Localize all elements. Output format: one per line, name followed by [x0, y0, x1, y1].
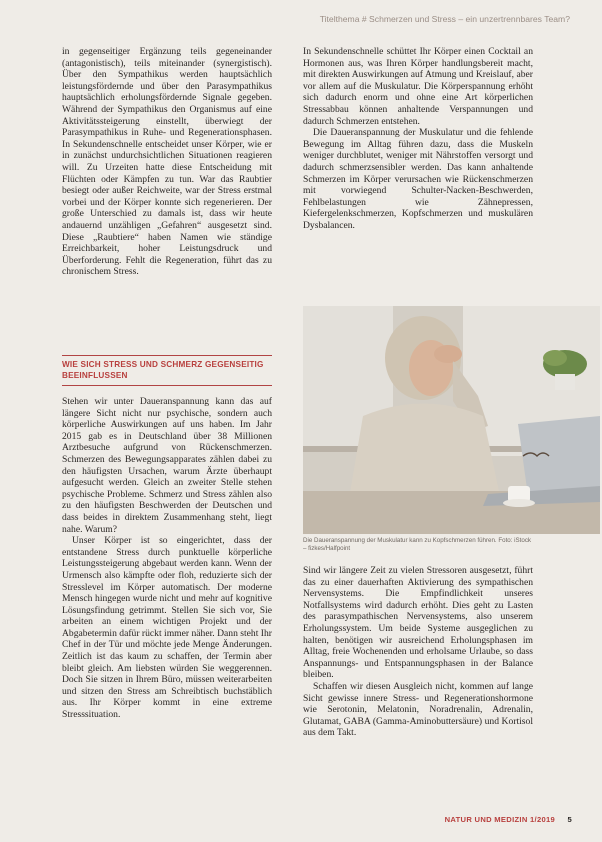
right-column-bottom — [303, 565, 533, 815]
paragraph: in gegenseitiger Ergänzung teils gegeneinander (antagonistisch), teils miteinander (synergistisch). Über den Sympathikus werden hauptsächlich leistungsfördernde und über den Parasympathikus hauptsächlich erholungsfördernde Signale gegeben. Während der Sympathikus den Organismus auf eine Aktivitätssteigerung einstellt, überwiegt der Parasympathikus in Ruhe- und Regenerationsphasen. In Sekundenschnelle entscheidet unser Körper, wie er in zunächst undurchsichtlichen Situationen reagieren will. Zu Urzeiten hatte diese Entscheidung mit Flüchten oder Kämpfen zu tun. War das Raubtier besiegt oder außer Reichweite, war der Stress erstmal vorbei und der Körper konnte sich regenerieren. Der große Unterschied zu damals ist, dass wir heute andauernd unzähligen „Gefahren“ ausgesetzt sind. Diese „Raubtiere“ haben Namen wie ständige Erreichbarkeit, hoher Leistungsdruck und Überforderung. Fehlt die Regeneration, führt das zu chronischem Stress. — [62, 46, 272, 278]
paragraph: Die Daueranspannung der Muskulatur und die fehlende Bewegung im Alltag führen dazu, dass die Muskeln weniger durchblutet, weniger mit Nährstoffen versorgt und dadurch schmerzsensibler werden. Das kann anhaltende Schmerzen im Körper verursachen wie Rückenschmerzen mit vorwiegend Schulter-Nacken-Beschwerden, Fehlbelastungen wie Zähnepressen, Kiefergelenkschmerzen, Kopfschmerzen und muskulären Dysbalancen. — [303, 127, 533, 231]
section-heading: WIE SICH STRESS UND SCHMERZ GEGENSEITIG BEEINFLUSSEN — [62, 355, 272, 386]
running-header: Titelthema # Schmerzen und Stress – ein unzertrennbares Team? — [319, 14, 570, 24]
paragraph: Stehen wir unter Daueranspannung kann das auf längere Sicht nicht nur psychische, sondern auch körperliche Auswirkungen auf uns haben. Im Jahr 2015 gab es in Deutschland über 38 Millionen Arztbesuche aufgrund von Rückenschmerzen. Schmerzen des Bewegungsapparates zählen dabei zu den häufigsten Ursachen, warum Ärzte überhaupt aufgesucht werden. Gleich an zweiter Stelle stehen psychische Probleme. Schmerz und Stress zählen also zu den häufigsten Beschwerden der Deutschen und dass beides in direktem Zusammenhang steht, liegt nahe. Warum? — [62, 396, 272, 535]
paragraph: Schaffen wir diesen Ausgleich nicht, kommen auf lange Sicht gewisse innere Stress- und Regenerationshormone wie Serotonin, Melatonin, Noradrenalin, Adrenalin, Glutamat, GABA (Gamma-Aminobuttersäure) und Kortisol aus dem Takt. — [303, 680, 533, 739]
page-footer — [445, 815, 572, 824]
paragraph: Sind wir längere Zeit zu vielen Stressoren ausgesetzt, führt das zu einer dauerhaften Aktivierung des sympathischen Nervensystems. Die Empfindlichkeit unseres Notfallsystems wird dadurch erhöht. Dies geht zu Lasten des parasympathischen Nervensystems, also unserem Erholungssystem. Um beide Systeme ausgeglichen zu halten, benötigen wir ausreichend Erholungsphasen im Alltag, freie Wochenenden und erholsame Urlaube, so dass Anspannungs- und Entspannungsphasen in der Balance bleiben. — [303, 565, 533, 681]
left-column-bottom — [62, 396, 272, 828]
article-photo — [303, 306, 600, 534]
photo-woman-at-laptop-icon — [303, 306, 600, 534]
left-column-top — [62, 46, 272, 341]
magazine-issue: NATUR UND MEDIZIN 1/2019 — [444, 815, 556, 824]
paragraph: In Sekundenschnelle schüttet Ihr Körper einen Cocktail an Hormonen aus, was Ihren Körper handlungsbereit macht, mit direkten Auswirkungen auf Atmung und Kreislauf, aber vor allem auf die Muskulatur. Die Körperspannung erhöht sich dadurch enorm und ohne eine Art körperlichen Stressabbau können anhaltende Verspannungen und dadurch Schmerzen entstehen. — [303, 46, 533, 127]
photo-caption: Die Daueranspannung der Muskulatur kann zu Kopfschmerzen führen. Foto: iStock – fizkes/Halfpoint — [303, 537, 532, 552]
paragraph: Unser Körper ist so eingerichtet, dass der entstandene Stress durch punktuelle körperliche Leistungssteigerung abgebaut werden kann. Wenn der Urmensch also kämpfte oder floh, reduzierte sich der Stresslevel im Körper automatisch. Der moderne Mensch hingegen wurde nicht und mehr auf kognitive Lösungsfindung getrimmt. Stellen Sie sich vor, Sie arbeiten an einem wichtigen Projekt und der Abgabetermin dafür rückt immer näher. Dann steht Ihr Chef in der Tür und möchte jede Menge Änderungen. Zeitlich ist das kaum zu schaffen, der Termin aber bleibt gleich. Am liebsten würden Sie weggerennen. Doch Sie sitzen in Ihrem Büro, müssen weiterarbeiten und sitzen den Stress am Schreibtisch buchstäblich aus. Ihr Körper kommt in eine extreme Stresssituation. — [62, 535, 272, 721]
page-number: 5 — [567, 815, 572, 824]
right-column-top — [303, 46, 533, 298]
